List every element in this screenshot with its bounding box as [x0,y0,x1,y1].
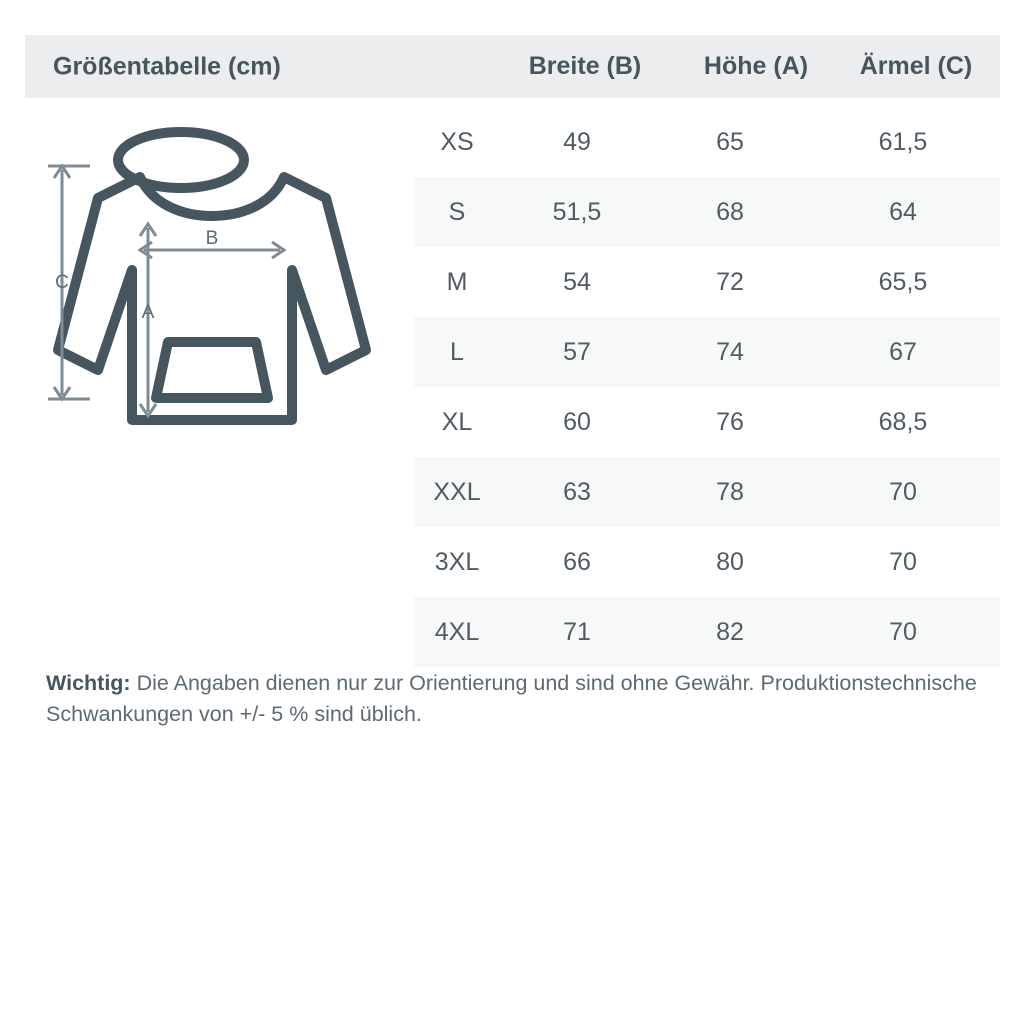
table-header [25,35,1000,98]
cell-sleeve: 67 [889,337,917,366]
disclaimer-note [46,668,996,730]
table-row [414,177,1000,247]
cell-height: 68 [716,197,744,226]
cell-size: XL [441,407,473,436]
cell-sleeve: 70 [889,617,917,646]
cell-size: L [450,337,464,366]
cell-sleeve: 70 [889,547,917,576]
cell-height: 65 [716,127,744,156]
cell-width: 57 [563,337,591,366]
page-title: Größentabelle (cm) [53,52,281,80]
header-columns [490,35,1000,98]
cell-height: 82 [716,617,744,646]
column-header-height: Höhe (A) [703,52,809,80]
table-row [414,527,1000,597]
cell-height: 76 [716,407,744,436]
disclaimer-label: Wichtig: [46,671,131,695]
cell-size: 3XL [434,547,480,576]
cell-size: S [448,197,466,226]
table-row [414,317,1000,387]
column-header-sleeve: Ärmel (C) [859,52,973,80]
cell-width: 66 [563,547,591,576]
table-row [414,387,1000,457]
label-height: A [141,302,155,323]
label-sleeve: C [55,272,69,293]
table-row [414,107,1000,177]
cell-size: M [446,267,468,296]
cell-height: 80 [716,547,744,576]
cell-height: 72 [716,267,744,296]
cell-size: 4XL [434,617,480,646]
cell-size: XXL [433,477,481,506]
cell-size: XS [440,127,474,156]
cell-sleeve: 64 [889,197,917,226]
disclaimer-text: Die Angaben dienen nur zur Orientierung und sind ohne Gewähr. Produktionstechnische Schwankungen von +/- 5 % sind üblich. [46,671,977,726]
cell-sleeve: 68,5 [878,407,928,436]
hoodie-outline [58,132,366,420]
cell-width: 54 [563,267,591,296]
size-table [414,107,1000,667]
cell-height: 74 [716,337,744,366]
hoodie-illustration [40,120,410,450]
cell-width: 71 [563,617,591,646]
table-row [414,247,1000,317]
cell-sleeve: 70 [889,477,917,506]
cell-height: 78 [716,477,744,506]
cell-width: 63 [563,477,591,506]
table-row [414,457,1000,527]
cell-sleeve: 61,5 [878,127,928,156]
label-width: B [205,228,219,249]
cell-width: 51,5 [552,197,602,226]
column-header-width: Breite (B) [528,52,642,80]
cell-sleeve: 65,5 [878,267,928,296]
cell-width: 60 [563,407,591,436]
table-row [414,597,1000,667]
cell-width: 49 [563,127,591,156]
